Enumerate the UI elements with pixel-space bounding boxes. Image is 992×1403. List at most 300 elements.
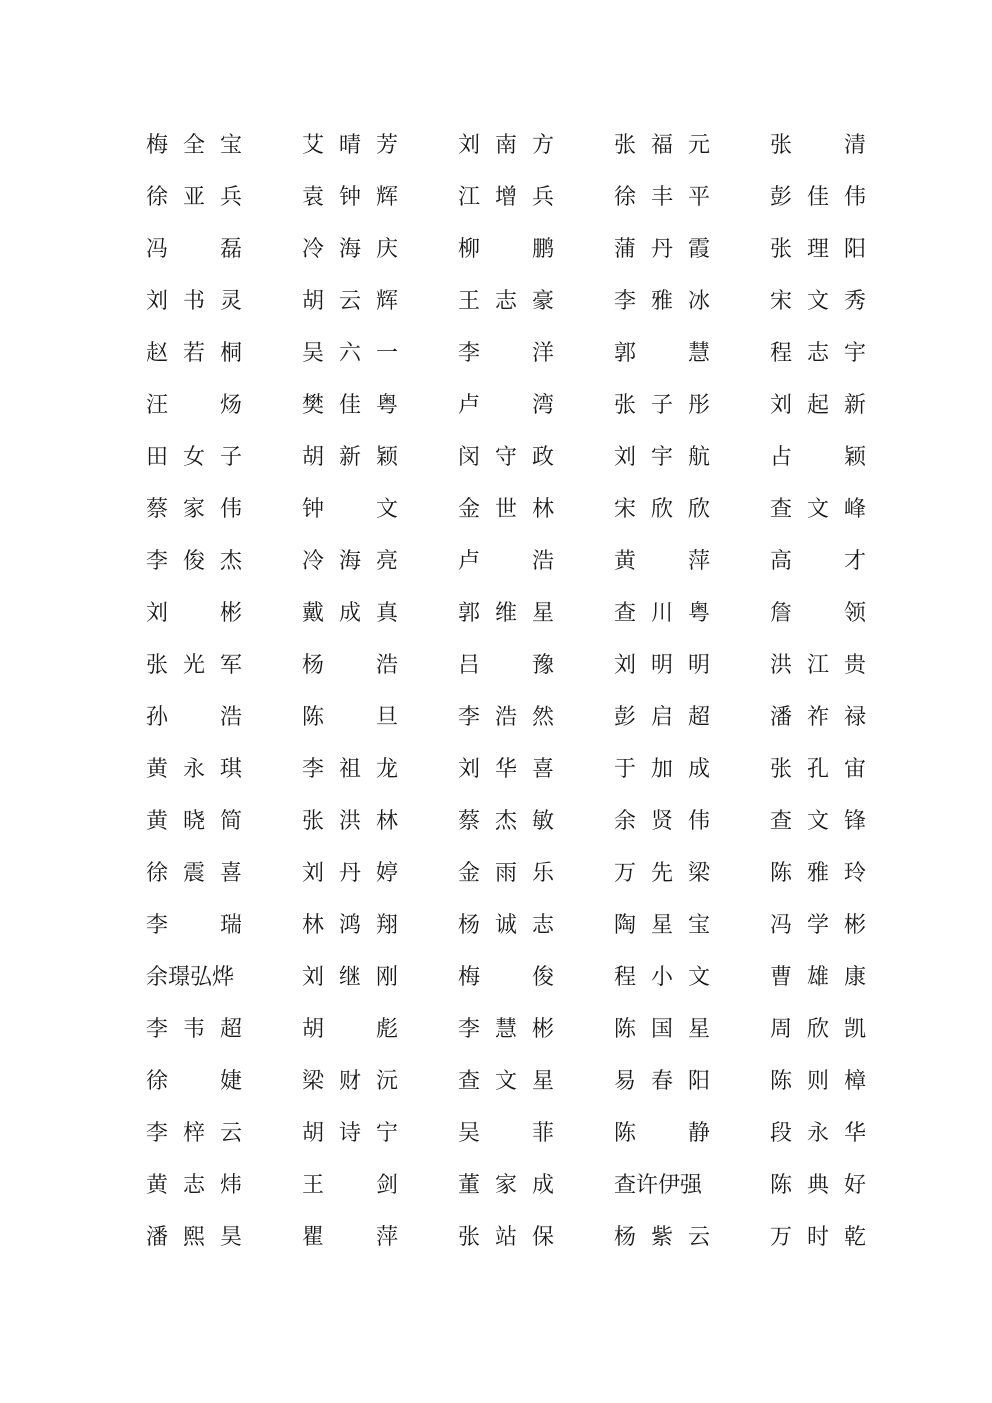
name-char: 俊 bbox=[531, 965, 554, 990]
name-char: 禄 bbox=[843, 705, 866, 730]
name-char: 亮 bbox=[375, 549, 398, 574]
name-entry bbox=[302, 900, 398, 952]
name-char: 桐 bbox=[219, 341, 242, 366]
name-entry bbox=[458, 536, 554, 588]
name-char: 杰 bbox=[494, 809, 517, 834]
name-char: 戴 bbox=[302, 601, 325, 626]
name-char: 秀 bbox=[843, 289, 866, 314]
name-char: 蔡 bbox=[146, 497, 169, 522]
name-char: 彬 bbox=[219, 601, 242, 626]
name-char: 菲 bbox=[531, 1121, 554, 1146]
name-entry bbox=[458, 328, 554, 380]
name-char: 吴 bbox=[458, 1121, 481, 1146]
name-char: 祚 bbox=[806, 705, 829, 730]
name-char: 易 bbox=[614, 1069, 637, 1094]
name-char: 杨 bbox=[302, 653, 325, 678]
name-char: 江 bbox=[806, 653, 829, 678]
name-char: 粤 bbox=[687, 601, 710, 626]
name-char: 新 bbox=[843, 393, 866, 418]
name-char: 晓 bbox=[182, 809, 205, 834]
name-entry bbox=[458, 224, 554, 276]
name-char: 汪 bbox=[146, 393, 169, 418]
name-char: 华 bbox=[843, 1121, 866, 1146]
name-entry bbox=[770, 640, 866, 692]
name-char: 震 bbox=[182, 861, 205, 886]
name-char: 永 bbox=[182, 757, 205, 782]
name-char: 詹 bbox=[770, 601, 793, 626]
name-entry bbox=[458, 640, 554, 692]
name-entry bbox=[614, 640, 710, 692]
name-char: 林 bbox=[375, 809, 398, 834]
name-char: 华 bbox=[494, 757, 517, 782]
name-char: 丹 bbox=[338, 861, 361, 886]
name-entry bbox=[614, 172, 710, 224]
name-char: 艾 bbox=[302, 133, 325, 158]
name-char: 家 bbox=[494, 1173, 517, 1198]
name-char: 雅 bbox=[806, 861, 829, 886]
name-entry bbox=[614, 1108, 710, 1160]
name-char: 政 bbox=[531, 445, 554, 470]
name-char: 诗 bbox=[338, 1121, 361, 1146]
name-char: 江 bbox=[458, 185, 481, 210]
name-char: 李 bbox=[614, 289, 637, 314]
name-char: 冯 bbox=[146, 237, 169, 262]
name-char: 周 bbox=[770, 1017, 793, 1042]
name-char: 永 bbox=[806, 1121, 829, 1146]
name-entry bbox=[770, 692, 866, 744]
name-char: 超 bbox=[687, 705, 710, 730]
name-char: 吴 bbox=[302, 341, 325, 366]
name-char: 洪 bbox=[770, 653, 793, 678]
name-entry bbox=[146, 1212, 242, 1264]
name-entry bbox=[770, 900, 866, 952]
name-char: 典 bbox=[806, 1173, 829, 1198]
name-char: 袁 bbox=[302, 185, 325, 210]
name-entry bbox=[146, 380, 242, 432]
name-char: 领 bbox=[843, 601, 866, 626]
name-char: 颖 bbox=[375, 445, 398, 470]
name-char: 喜 bbox=[219, 861, 242, 886]
name-char: 查 bbox=[770, 497, 793, 522]
name-entry bbox=[302, 484, 398, 536]
name-char: 真 bbox=[375, 601, 398, 626]
name-char: 烨 bbox=[212, 965, 235, 990]
name-char: 佳 bbox=[806, 185, 829, 210]
name-char: 冰 bbox=[687, 289, 710, 314]
name-char: 黄 bbox=[146, 809, 169, 834]
name-char: 兵 bbox=[531, 185, 554, 210]
name-char: 紫 bbox=[650, 1225, 673, 1250]
name-char: 张 bbox=[458, 1225, 481, 1250]
name-char: 占 bbox=[770, 445, 793, 470]
name-char: 慧 bbox=[494, 1017, 517, 1042]
name-char: 万 bbox=[614, 861, 637, 886]
name-char: 丰 bbox=[650, 185, 673, 210]
name-char: 阳 bbox=[843, 237, 866, 262]
name-char: 瞿 bbox=[302, 1225, 325, 1250]
name-char: 陶 bbox=[614, 913, 637, 938]
name-entry bbox=[458, 1056, 554, 1108]
name-char: 粤 bbox=[375, 393, 398, 418]
name-entry bbox=[302, 1212, 398, 1264]
name-char: 俊 bbox=[182, 549, 205, 574]
name-char: 鹏 bbox=[531, 237, 554, 262]
name-char: 钟 bbox=[338, 185, 361, 210]
name-char: 伊 bbox=[658, 1173, 681, 1198]
name-char: 玲 bbox=[843, 861, 866, 886]
name-entry bbox=[302, 536, 398, 588]
name-char: 徐 bbox=[146, 185, 169, 210]
name-char: 雨 bbox=[494, 861, 517, 886]
name-char: 峰 bbox=[843, 497, 866, 522]
name-char: 磊 bbox=[219, 237, 242, 262]
name-char: 阳 bbox=[687, 1069, 710, 1094]
name-char: 辉 bbox=[375, 289, 398, 314]
name-char: 晴 bbox=[338, 133, 361, 158]
name-char: 文 bbox=[494, 1069, 517, 1094]
name-char: 陈 bbox=[614, 1121, 637, 1146]
name-entry bbox=[302, 380, 398, 432]
name-char: 彬 bbox=[843, 913, 866, 938]
name-char: 余 bbox=[146, 965, 169, 990]
name-char: 欣 bbox=[806, 1017, 829, 1042]
name-char: 蒲 bbox=[614, 237, 637, 262]
name-char: 光 bbox=[182, 653, 205, 678]
name-char: 萍 bbox=[375, 1225, 398, 1250]
name-entry bbox=[146, 536, 242, 588]
name-char: 敏 bbox=[531, 809, 554, 834]
name-entry bbox=[614, 1212, 710, 1264]
name-char: 金 bbox=[458, 861, 481, 886]
name-char: 郭 bbox=[614, 341, 637, 366]
name-entry bbox=[302, 172, 398, 224]
name-char: 航 bbox=[687, 445, 710, 470]
name-entry bbox=[302, 692, 398, 744]
name-entry bbox=[770, 328, 866, 380]
name-entry bbox=[770, 172, 866, 224]
name-char: 雄 bbox=[806, 965, 829, 990]
name-entry bbox=[458, 900, 554, 952]
name-char: 军 bbox=[219, 653, 242, 678]
name-char: 文 bbox=[806, 497, 829, 522]
name-entry bbox=[614, 276, 710, 328]
name-entry bbox=[614, 744, 710, 796]
name-char: 钟 bbox=[302, 497, 325, 522]
name-char: 文 bbox=[375, 497, 398, 522]
name-char: 子 bbox=[650, 393, 673, 418]
name-char: 刘 bbox=[458, 133, 481, 158]
name-entry bbox=[146, 276, 242, 328]
name-char: 查 bbox=[458, 1069, 481, 1094]
name-char: 潘 bbox=[146, 1225, 169, 1250]
name-char: 吕 bbox=[458, 653, 481, 678]
name-char: 徐 bbox=[146, 1069, 169, 1094]
name-char: 星 bbox=[650, 913, 673, 938]
name-entry bbox=[302, 1004, 398, 1056]
name-char: 浩 bbox=[494, 705, 517, 730]
name-char: 若 bbox=[182, 341, 205, 366]
name-char: 萍 bbox=[687, 549, 710, 574]
name-entry bbox=[302, 276, 398, 328]
name-char: 杨 bbox=[614, 1225, 637, 1250]
name-char: 张 bbox=[614, 393, 637, 418]
name-entry bbox=[458, 1160, 554, 1212]
name-char: 伟 bbox=[219, 497, 242, 522]
name-char: 欣 bbox=[650, 497, 673, 522]
name-char: 董 bbox=[458, 1173, 481, 1198]
name-char: 翔 bbox=[375, 913, 398, 938]
name-char: 世 bbox=[494, 497, 517, 522]
name-entry bbox=[614, 848, 710, 900]
name-char: 刘 bbox=[146, 601, 169, 626]
name-char: 女 bbox=[182, 445, 205, 470]
name-char: 贤 bbox=[650, 809, 673, 834]
name-char: 梅 bbox=[146, 133, 169, 158]
name-entry bbox=[770, 276, 866, 328]
name-entry bbox=[146, 120, 242, 172]
name-char: 湾 bbox=[531, 393, 554, 418]
name-char: 张 bbox=[146, 653, 169, 678]
name-char: 洪 bbox=[338, 809, 361, 834]
name-entry bbox=[146, 224, 242, 276]
name-entry bbox=[458, 1212, 554, 1264]
name-entry bbox=[614, 536, 710, 588]
name-char: 子 bbox=[219, 445, 242, 470]
name-char: 彭 bbox=[770, 185, 793, 210]
name-char: 雅 bbox=[650, 289, 673, 314]
name-char: 宝 bbox=[687, 913, 710, 938]
name-char: 元 bbox=[687, 133, 710, 158]
name-char: 康 bbox=[843, 965, 866, 990]
name-entry bbox=[614, 1004, 710, 1056]
name-char: 则 bbox=[806, 1069, 829, 1094]
name-char: 林 bbox=[302, 913, 325, 938]
name-char: 黄 bbox=[614, 549, 637, 574]
name-char: 梁 bbox=[302, 1069, 325, 1094]
name-char: 洋 bbox=[531, 341, 554, 366]
name-entry bbox=[302, 1160, 398, 1212]
name-entry bbox=[302, 744, 398, 796]
name-char: 简 bbox=[219, 809, 242, 834]
name-entry bbox=[146, 484, 242, 536]
name-entry bbox=[770, 1004, 866, 1056]
name-entry bbox=[614, 484, 710, 536]
name-entry bbox=[770, 1160, 866, 1212]
name-char: 陈 bbox=[302, 705, 325, 730]
name-char: 国 bbox=[650, 1017, 673, 1042]
name-char: 云 bbox=[219, 1121, 242, 1146]
name-entry bbox=[146, 796, 242, 848]
name-char: 颖 bbox=[843, 445, 866, 470]
name-char: 佳 bbox=[338, 393, 361, 418]
name-char: 宁 bbox=[375, 1121, 398, 1146]
name-char: 福 bbox=[650, 133, 673, 158]
name-entry bbox=[614, 224, 710, 276]
name-char: 熙 bbox=[182, 1225, 205, 1250]
name-char: 查 bbox=[770, 809, 793, 834]
name-entry bbox=[302, 952, 398, 1004]
name-entry bbox=[458, 120, 554, 172]
name-entry bbox=[146, 848, 242, 900]
name-char: 星 bbox=[531, 1069, 554, 1094]
name-char: 一 bbox=[375, 341, 398, 366]
name-char: 梅 bbox=[458, 965, 481, 990]
name-char: 学 bbox=[806, 913, 829, 938]
name-entry bbox=[614, 432, 710, 484]
name-char: 刚 bbox=[375, 965, 398, 990]
name-char: 理 bbox=[806, 237, 829, 262]
name-entry bbox=[614, 328, 710, 380]
name-entry bbox=[458, 172, 554, 224]
name-entry bbox=[770, 380, 866, 432]
name-char: 刘 bbox=[302, 965, 325, 990]
name-char: 李 bbox=[146, 1121, 169, 1146]
name-entry bbox=[770, 536, 866, 588]
name-char: 胡 bbox=[302, 289, 325, 314]
name-char: 王 bbox=[302, 1173, 325, 1198]
name-char: 守 bbox=[494, 445, 517, 470]
name-char: 炜 bbox=[219, 1173, 242, 1198]
name-char: 炀 bbox=[219, 393, 242, 418]
name-char: 星 bbox=[531, 601, 554, 626]
name-char: 继 bbox=[338, 965, 361, 990]
name-char: 胡 bbox=[302, 1017, 325, 1042]
name-char: 韦 bbox=[182, 1017, 205, 1042]
name-char: 家 bbox=[182, 497, 205, 522]
name-char: 霞 bbox=[687, 237, 710, 262]
name-char: 六 bbox=[338, 341, 361, 366]
name-entry bbox=[458, 380, 554, 432]
name-char: 张 bbox=[770, 133, 793, 158]
name-char: 卢 bbox=[458, 393, 481, 418]
name-char: 豪 bbox=[531, 289, 554, 314]
name-entry bbox=[146, 588, 242, 640]
name-char: 强 bbox=[680, 1173, 703, 1198]
name-char: 贵 bbox=[843, 653, 866, 678]
name-char: 梓 bbox=[182, 1121, 205, 1146]
name-char: 王 bbox=[458, 289, 481, 314]
name-entry bbox=[614, 796, 710, 848]
name-char: 田 bbox=[146, 445, 169, 470]
name-char: 云 bbox=[687, 1225, 710, 1250]
name-entry bbox=[302, 328, 398, 380]
name-char: 李 bbox=[146, 1017, 169, 1042]
name-char: 灵 bbox=[219, 289, 242, 314]
name-char: 刘 bbox=[458, 757, 481, 782]
name-char: 彭 bbox=[614, 705, 637, 730]
name-char: 鸿 bbox=[338, 913, 361, 938]
name-entry bbox=[458, 1004, 554, 1056]
name-char: 维 bbox=[494, 601, 517, 626]
name-char: 宝 bbox=[219, 133, 242, 158]
name-char: 张 bbox=[770, 757, 793, 782]
name-char: 志 bbox=[806, 341, 829, 366]
name-char: 徐 bbox=[614, 185, 637, 210]
name-entry bbox=[770, 1212, 866, 1264]
name-entry bbox=[458, 692, 554, 744]
name-char: 超 bbox=[219, 1017, 242, 1042]
name-char: 于 bbox=[614, 757, 637, 782]
name-char: 闵 bbox=[458, 445, 481, 470]
name-char: 小 bbox=[650, 965, 673, 990]
name-char: 胡 bbox=[302, 1121, 325, 1146]
name-char: 程 bbox=[614, 965, 637, 990]
name-char: 志 bbox=[531, 913, 554, 938]
name-entry bbox=[146, 692, 242, 744]
name-char: 胡 bbox=[302, 445, 325, 470]
name-char: 徐 bbox=[146, 861, 169, 886]
name-char: 书 bbox=[182, 289, 205, 314]
name-char: 南 bbox=[494, 133, 517, 158]
name-entry bbox=[302, 848, 398, 900]
name-char: 凯 bbox=[843, 1017, 866, 1042]
name-char: 海 bbox=[338, 549, 361, 574]
name-entry bbox=[770, 848, 866, 900]
name-char: 保 bbox=[531, 1225, 554, 1250]
name-char: 星 bbox=[687, 1017, 710, 1042]
name-list bbox=[146, 120, 878, 1264]
name-char: 刘 bbox=[146, 289, 169, 314]
name-char: 春 bbox=[650, 1069, 673, 1094]
name-char: 芳 bbox=[375, 133, 398, 158]
name-char: 张 bbox=[614, 133, 637, 158]
name-char: 方 bbox=[531, 133, 554, 158]
name-char: 增 bbox=[494, 185, 517, 210]
name-char: 浩 bbox=[375, 653, 398, 678]
name-char: 余 bbox=[614, 809, 637, 834]
name-char: 乾 bbox=[843, 1225, 866, 1250]
name-char: 成 bbox=[531, 1173, 554, 1198]
name-char: 祖 bbox=[338, 757, 361, 782]
name-char: 黄 bbox=[146, 1173, 169, 1198]
name-char: 李 bbox=[458, 705, 481, 730]
name-entry bbox=[458, 276, 554, 328]
name-char: 先 bbox=[650, 861, 673, 886]
name-char: 文 bbox=[687, 965, 710, 990]
name-char: 刘 bbox=[302, 861, 325, 886]
name-char: 乐 bbox=[531, 861, 554, 886]
name-char: 张 bbox=[302, 809, 325, 834]
name-entry bbox=[458, 432, 554, 484]
name-char: 好 bbox=[843, 1173, 866, 1198]
name-char: 浩 bbox=[219, 705, 242, 730]
name-char: 财 bbox=[338, 1069, 361, 1094]
name-char: 剑 bbox=[375, 1173, 398, 1198]
name-char: 郭 bbox=[458, 601, 481, 626]
name-char: 段 bbox=[770, 1121, 793, 1146]
name-entry bbox=[302, 640, 398, 692]
name-entry bbox=[770, 1108, 866, 1160]
name-char: 弘 bbox=[190, 965, 213, 990]
name-char: 丹 bbox=[650, 237, 673, 262]
name-char: 辉 bbox=[375, 185, 398, 210]
name-char: 豫 bbox=[531, 653, 554, 678]
name-char: 潘 bbox=[770, 705, 793, 730]
name-char: 起 bbox=[806, 393, 829, 418]
name-char: 明 bbox=[650, 653, 673, 678]
name-char: 明 bbox=[687, 653, 710, 678]
name-entry bbox=[614, 380, 710, 432]
name-char: 杨 bbox=[458, 913, 481, 938]
name-entry bbox=[302, 432, 398, 484]
name-entry bbox=[146, 172, 242, 224]
name-char: 冯 bbox=[770, 913, 793, 938]
name-entry bbox=[458, 484, 554, 536]
name-char: 宇 bbox=[843, 341, 866, 366]
name-char: 婷 bbox=[375, 861, 398, 886]
name-char: 成 bbox=[687, 757, 710, 782]
name-char: 李 bbox=[302, 757, 325, 782]
